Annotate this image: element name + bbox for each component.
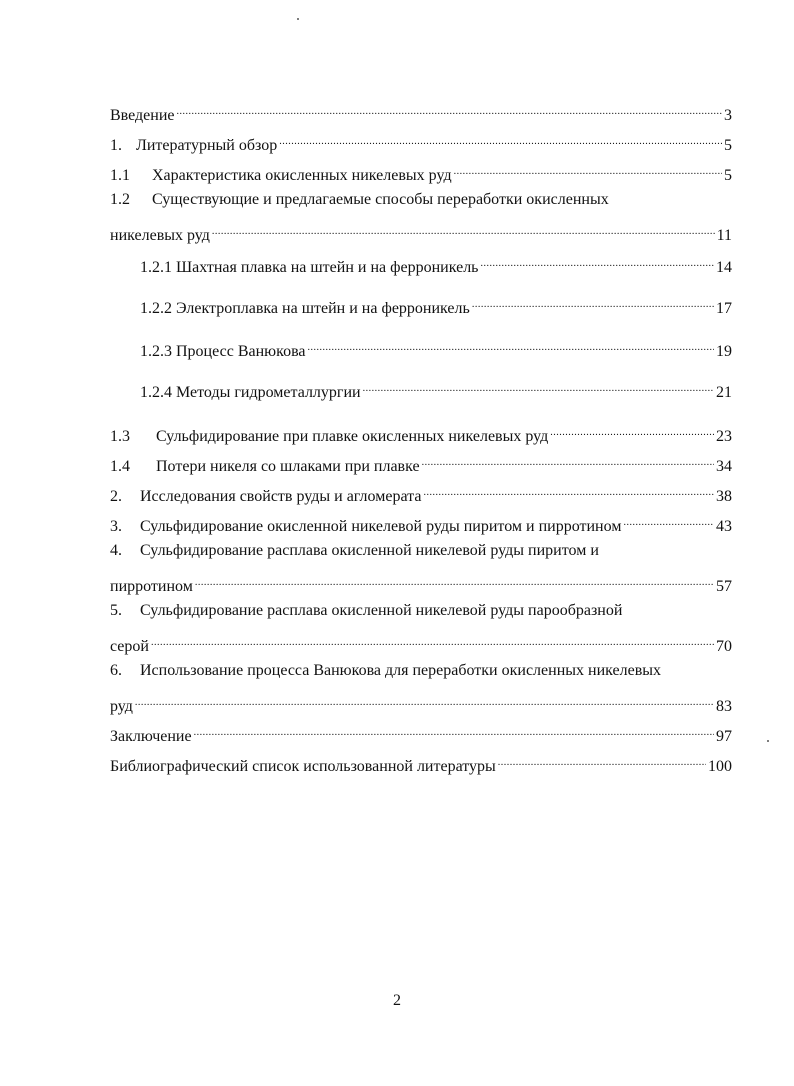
toc-entry-title: Электроплавка на штейн и на ферроникель — [176, 300, 470, 317]
toc-entry-page: 5 — [724, 137, 732, 154]
toc-entry-number: 1.1 — [110, 167, 130, 184]
toc-entry-title: Заключение — [110, 728, 192, 745]
toc-entry-title-line2: руд — [110, 698, 133, 715]
toc-entry-title: Литературный обзор — [136, 137, 278, 154]
toc-entry-title: Методы гидрометаллургии — [176, 384, 361, 401]
toc-entry-title-line1: Существующие и предлагаемые способы переработки окисленных — [152, 191, 609, 208]
toc-entry-page: 21 — [716, 384, 732, 401]
toc-entry-introduction[interactable] — [110, 100, 732, 124]
toc-entry-number: 1.2.2 — [140, 300, 172, 317]
toc-leader-dots — [135, 691, 714, 711]
toc-entry-number: 5. — [110, 602, 122, 619]
toc-leader-dots — [279, 130, 722, 150]
toc-entry-page: 23 — [716, 428, 732, 445]
toc-entry-title: Характеристика окисленных никелевых руд — [152, 167, 452, 184]
toc-entry-number: 1.3 — [110, 428, 130, 445]
toc-entry-title: Шахтная плавка на штейн и на ферроникель — [176, 259, 479, 276]
toc-entry-page: 38 — [716, 488, 732, 505]
toc-entry-chapter-6-continued[interactable] — [110, 691, 732, 715]
toc-leader-dots — [498, 751, 706, 771]
toc-entry-chapter-1[interactable] — [110, 130, 732, 154]
toc-entry-section-1-3[interactable] — [110, 421, 732, 445]
toc-entry-page: 19 — [716, 343, 732, 360]
toc-entry-chapter-6[interactable] — [110, 661, 661, 681]
toc-entry-title: Сульфидирование при плавке окисленных никелевых руд — [156, 428, 549, 445]
toc-entry-page: 17 — [716, 300, 732, 317]
toc-leader-dots — [363, 377, 714, 397]
toc-leader-dots — [195, 571, 714, 591]
toc-entry-page: 83 — [716, 698, 732, 715]
toc-entry-title-line2: серой — [110, 638, 149, 655]
toc-entry-number: 6. — [110, 662, 122, 679]
toc-entry-page: 70 — [716, 638, 732, 655]
toc-entry-title: Сульфидирование окисленной никелевой руды пиритом и пирротином — [140, 518, 622, 535]
toc-entry-page: 57 — [716, 578, 732, 595]
toc-entry-title: Потери никеля со шлаками при плавке — [156, 458, 420, 475]
toc-entry-section-1-1[interactable] — [110, 160, 732, 184]
toc-leader-dots — [422, 451, 714, 471]
toc-leader-dots — [308, 336, 714, 356]
toc-leader-dots — [423, 481, 714, 501]
toc-leader-dots — [480, 252, 714, 272]
toc-entry-title-line2: пирротином — [110, 578, 193, 595]
toc-entry-page: 5 — [724, 167, 732, 184]
toc-entry-subsection-1-2-2[interactable] — [140, 293, 732, 317]
toc-entry-subsection-1-2-3[interactable] — [140, 336, 732, 360]
toc-entry-subsection-1-2-1[interactable] — [140, 252, 732, 276]
toc-entry-section-1-2[interactable] — [110, 190, 609, 210]
toc-entry-number: 1.2.3 — [140, 343, 172, 360]
toc-leader-dots — [472, 293, 714, 313]
toc-entry-title: Исследования свойств руды и агломерата — [140, 488, 422, 505]
toc-entry-number: 1.2.4 — [140, 384, 172, 401]
toc-entry-conclusion[interactable] — [110, 721, 732, 745]
toc-entry-number: 1.2.1 — [140, 259, 172, 276]
toc-leader-dots — [151, 631, 714, 651]
toc-entry-page: 43 — [716, 518, 732, 535]
toc-entry-chapter-4-continued[interactable] — [110, 571, 732, 595]
toc-entry-title-line2: никелевых руд — [110, 227, 210, 244]
toc-entry-page: 14 — [716, 259, 732, 276]
toc-entry-title: Введение — [110, 107, 175, 124]
toc-leader-dots — [454, 160, 722, 180]
toc-entry-chapter-5[interactable] — [110, 601, 622, 621]
toc-entry-number: 1. — [110, 137, 122, 154]
toc-entry-title: Библиографический список использованной литературы — [110, 758, 496, 775]
toc-entry-number: 1.4 — [110, 458, 130, 475]
toc-entry-page: 11 — [716, 227, 732, 244]
toc-entry-page: 34 — [716, 458, 732, 475]
toc-entry-chapter-5-continued[interactable] — [110, 631, 732, 655]
toc-leader-dots — [177, 100, 723, 120]
toc-entry-chapter-4[interactable] — [110, 541, 599, 561]
toc-entry-number: 3. — [110, 518, 122, 535]
toc-entry-chapter-3[interactable] — [110, 511, 732, 535]
toc-entry-page: 97 — [716, 728, 732, 745]
toc-entry-bibliography[interactable] — [110, 751, 732, 775]
toc-entry-section-1-4[interactable] — [110, 451, 732, 475]
toc-entry-number: 2. — [110, 488, 122, 505]
toc-leader-dots — [550, 421, 714, 441]
page-number: 2 — [393, 992, 401, 1009]
toc-leader-dots — [212, 220, 715, 240]
toc-entry-section-1-2-continued[interactable] — [110, 220, 732, 244]
toc-entry-number: 1.2 — [110, 191, 130, 208]
toc-entry-subsection-1-2-4[interactable] — [140, 377, 732, 401]
toc-entry-chapter-2[interactable] — [110, 481, 732, 505]
toc-entry-number: 4. — [110, 542, 122, 559]
toc-entry-title: Процесс Ванюкова — [176, 343, 306, 360]
toc-entry-page: 3 — [724, 107, 732, 124]
toc-entry-title-line1: Сульфидирование расплава окисленной никелевой руды парообразной — [140, 602, 623, 619]
toc-leader-dots — [194, 721, 714, 741]
toc-leader-dots — [623, 511, 714, 531]
toc-entry-title-line1: Использование процесса Ванюкова для переработки окисленных никелевых — [140, 662, 662, 679]
toc-entry-title-line1: Сульфидирование расплава окисленной никелевой руды пиритом и — [140, 542, 599, 559]
toc-entry-page: 100 — [708, 758, 732, 775]
